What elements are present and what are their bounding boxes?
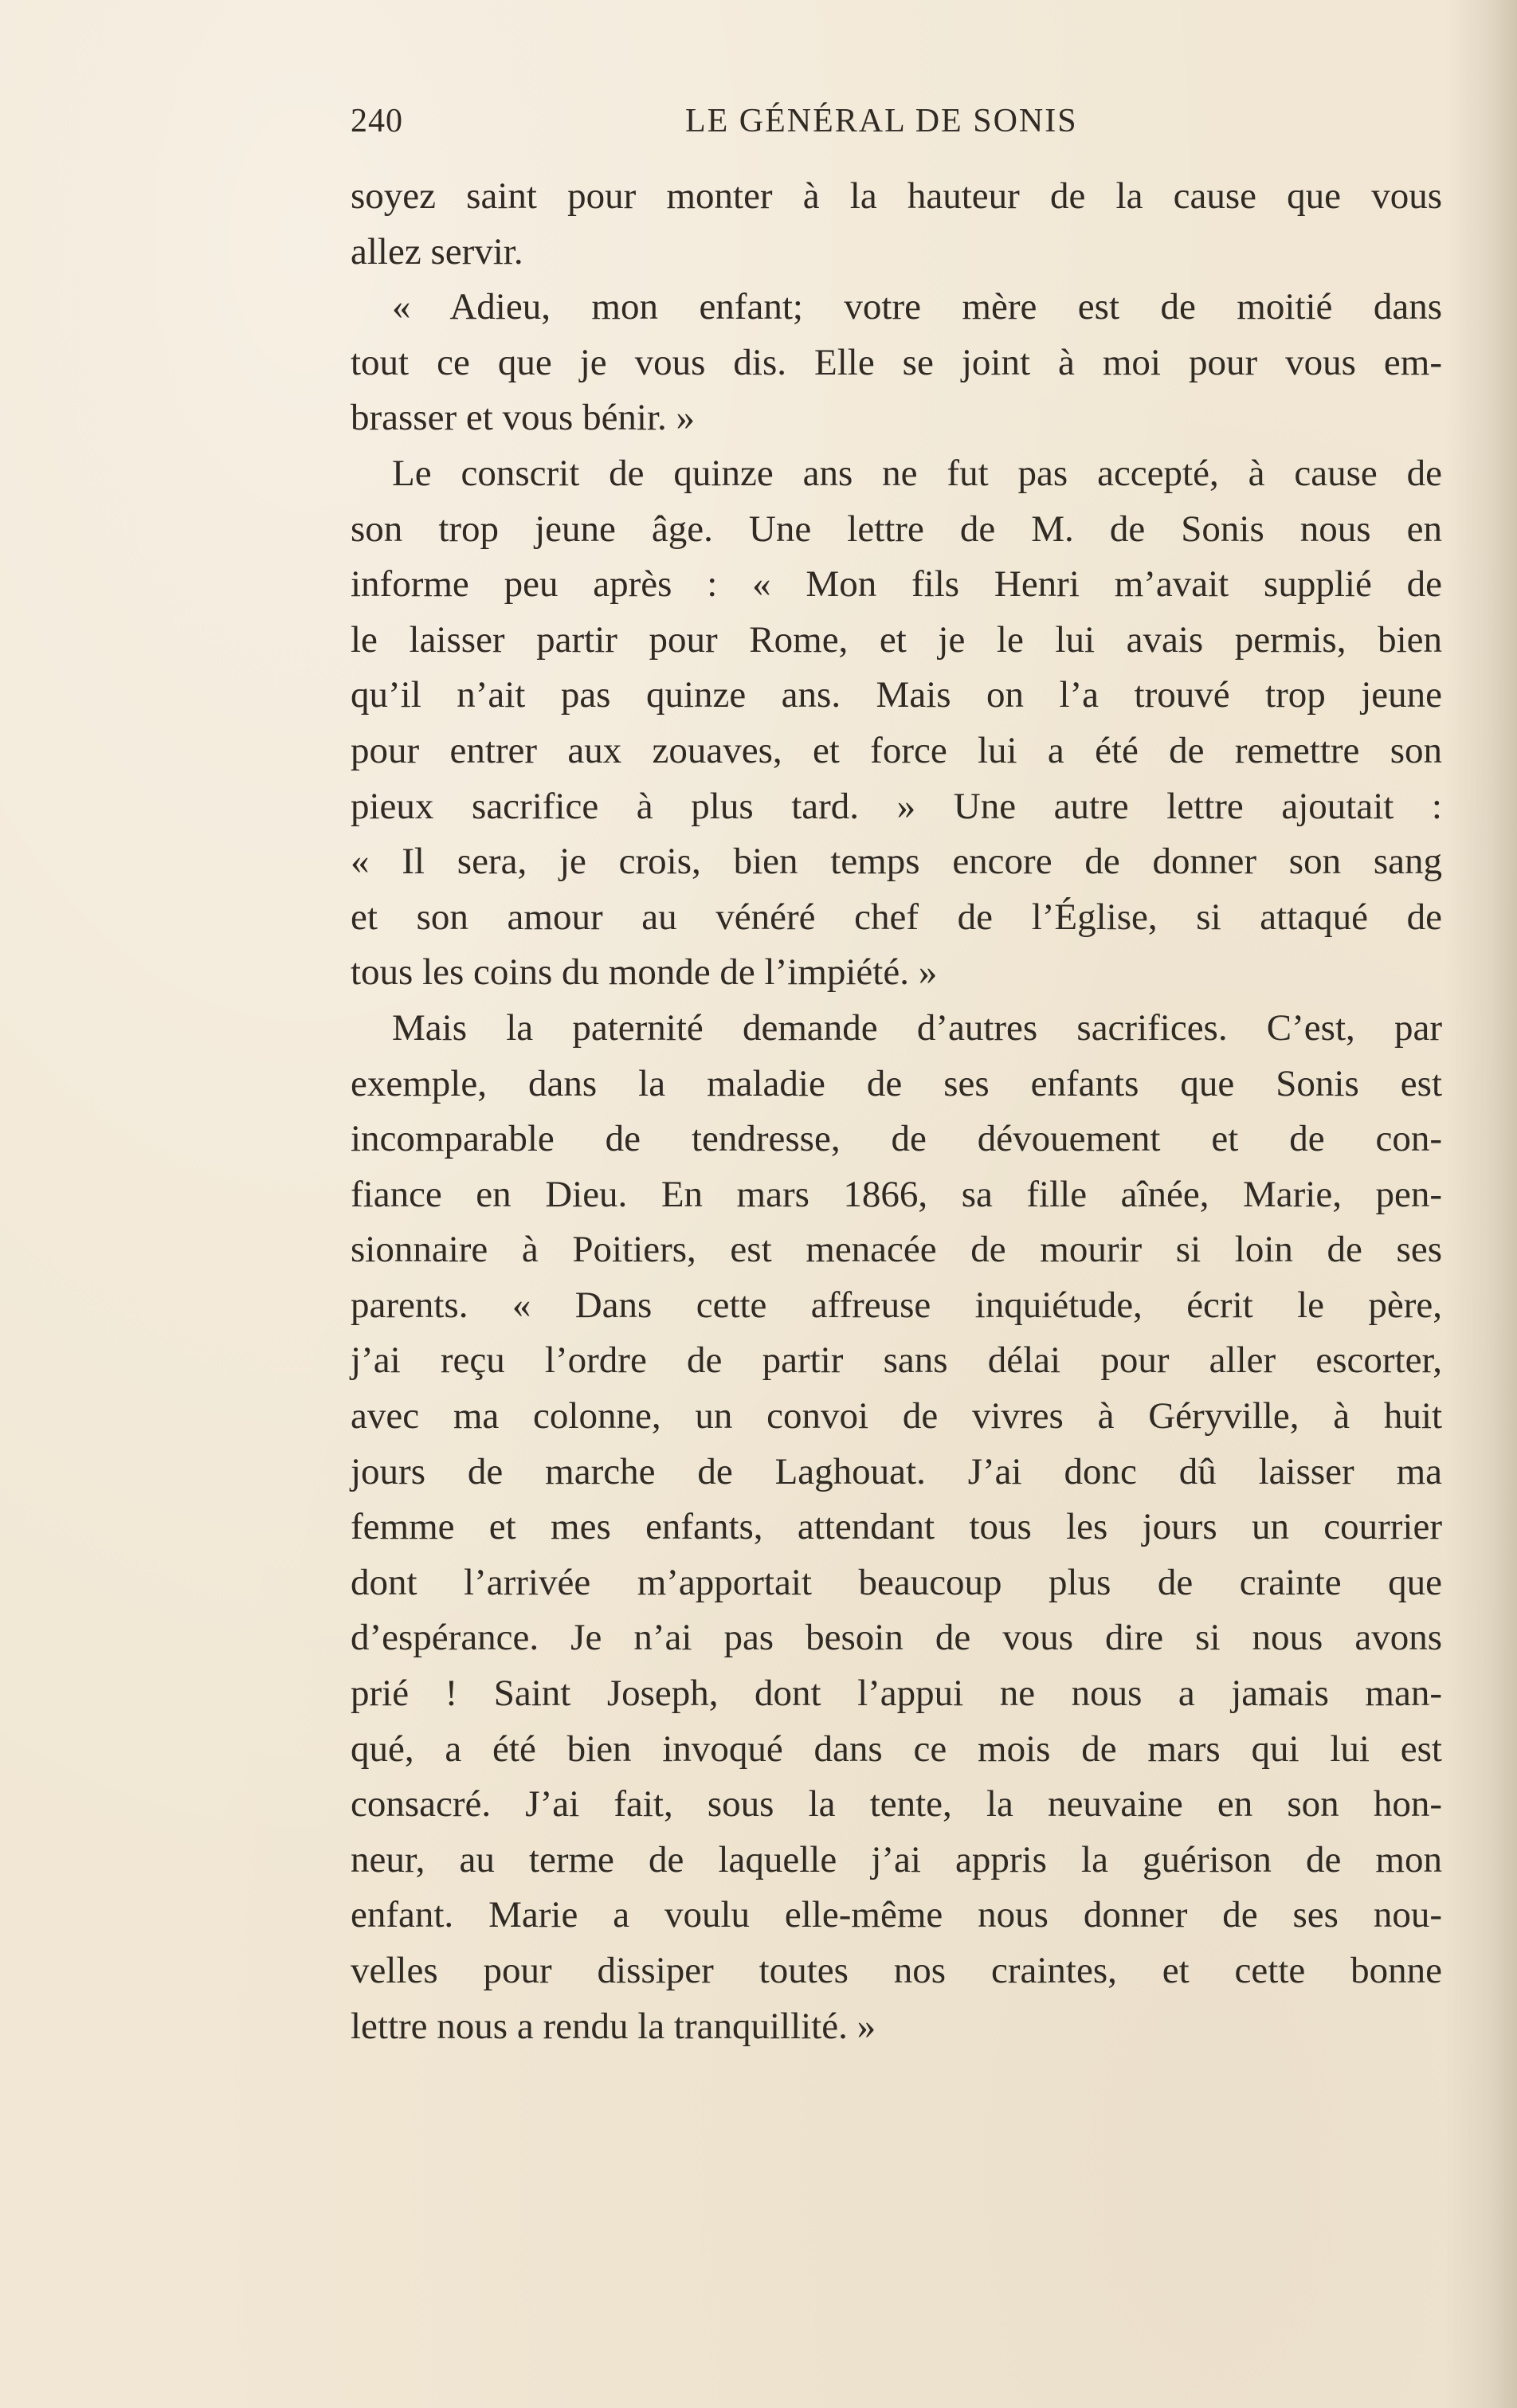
text-line: exemple, dans la maladie de ses enfants que Sonis est — [351, 1062, 1442, 1104]
text-line: parents. « Dans cette affreuse inquiétude, écrit le père, — [351, 1284, 1442, 1326]
text-line: brasser et vous bénir. » — [351, 397, 696, 439]
text-line: lettre nous a rendu la tranquillité. » — [351, 2005, 876, 2047]
text-line: Le conscrit de quinze ans ne fut pas accepté, à cause de — [392, 452, 1442, 494]
page-number: 240 — [351, 103, 403, 139]
text-line: enfant. Marie a voulu elle-même nous donner de ses nou- — [351, 1894, 1442, 1936]
text-line: tout ce que je vous dis. Elle se joint à moi pour vous em- — [351, 341, 1442, 383]
text-line: Mais la paternité demande d’autres sacrifices. C’est, par — [392, 1006, 1442, 1049]
page-gutter-shadow — [1445, 0, 1517, 2408]
text-line: femme et mes enfants, attendant tous les jours un courrier — [351, 1506, 1442, 1548]
running-title: LE GÉNÉRAL DE SONIS — [685, 103, 1078, 139]
text-line: prié ! Saint Joseph, dont l’appui ne nous a jamais man- — [351, 1673, 1442, 1715]
text-line: et son amour au vénéré chef de l’Église, si attaqué de — [351, 896, 1442, 938]
text-line: velles pour dissiper toutes nos craintes, et cette bonne — [351, 1950, 1442, 1991]
text-line: informe peu après : « Mon fils Henri m’avait supplié de — [351, 563, 1442, 606]
text-line: qu’il n’ait pas quinze ans. Mais on l’a trouvé trop jeune — [351, 674, 1442, 716]
text-line: d’espérance. Je n’ai pas besoin de vous dire si nous avons — [351, 1617, 1442, 1659]
text-line: pour entrer aux zouaves, et force lui a été de remettre son — [351, 729, 1442, 771]
text-line: jours de marche de Laghouat. J’ai donc dû laisser ma — [351, 1450, 1442, 1492]
text-line: consacré. J’ai fait, sous la tente, la neuvaine en son hon- — [351, 1783, 1442, 1826]
text-line: avec ma colonne, un convoi de vivres à Géryville, à huit — [351, 1395, 1442, 1437]
text-line: neur, au terme de laquelle j’ai appris la guérison de mon — [351, 1838, 1442, 1881]
text-line: j’ai reçu l’ordre de partir sans délai pour aller escorter, — [351, 1339, 1442, 1382]
body-text — [351, 169, 1442, 2054]
text-line: son trop jeune âge. Une lettre de M. de Sonis nous en — [351, 508, 1442, 550]
text-line: incomparable de tendresse, de dévouement et de con- — [351, 1118, 1442, 1160]
text-line: « Adieu, mon enfant; votre mère est de moitié dans — [392, 286, 1442, 328]
text-line: allez servir. — [351, 230, 523, 273]
text-line: « Il sera, je crois, bien temps encore de donner son sang — [351, 841, 1442, 883]
text-line: qué, a été bien invoqué dans ce mois de mars qui lui est — [351, 1728, 1442, 1770]
text-line: dont l’arrivée m’apportait beaucoup plus de crainte que — [351, 1561, 1442, 1603]
text-line: tous les coins du monde de l’impiété. » — [351, 951, 938, 994]
text-line: fiance en Dieu. En mars 1866, sa fille aînée, Marie, pen- — [351, 1173, 1442, 1215]
text-line: sionnaire à Poitiers, est menacée de mourir si loin de ses — [351, 1229, 1442, 1271]
text-line: soyez saint pour monter à la hauteur de la cause que vous — [351, 175, 1442, 217]
text-line: pieux sacrifice à plus tard. » Une autre lettre ajoutait : — [351, 785, 1442, 827]
text-line: le laisser partir pour Rome, et je le lui avais permis, bien — [351, 618, 1442, 661]
page-header — [351, 94, 1442, 150]
